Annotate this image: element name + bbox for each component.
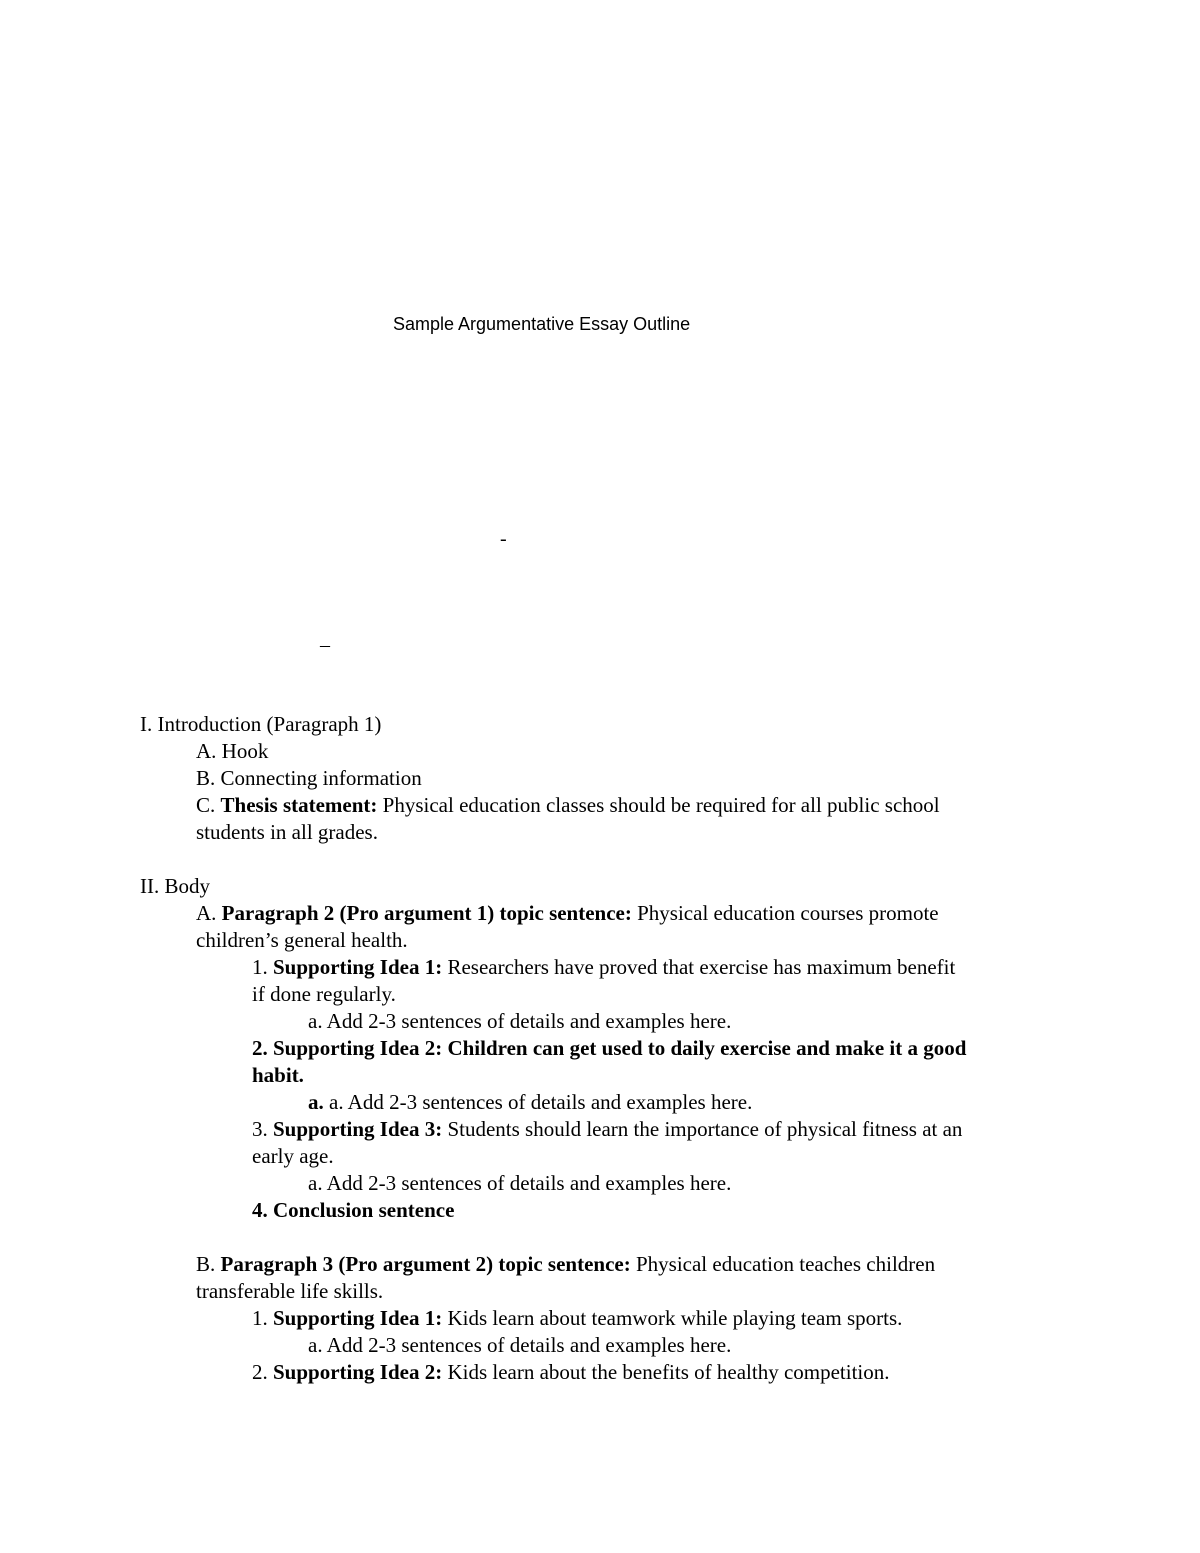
para3-idea2-prefix: 2. — [252, 1360, 273, 1384]
para2-idea2: 2. Supporting Idea 2: Children can get used to daily exercise and make it a good — [252, 1036, 967, 1060]
thesis-label: Thesis statement: — [220, 793, 378, 817]
para2-topic — [140, 900, 1070, 927]
para2-idea2-continued: habit. — [252, 1063, 304, 1087]
para3-idea2-label: Supporting Idea 2: — [273, 1360, 443, 1384]
para2-idea3-detail: a. Add 2-3 sentences of details and examples here. — [308, 1171, 732, 1195]
para2-idea1-label: Supporting Idea 1: — [273, 955, 443, 979]
para3-text: Physical education teaches children — [630, 1252, 936, 1276]
para2-text: Physical education courses promote — [631, 901, 939, 925]
essay-outline — [140, 711, 1070, 1386]
para2-conclusion: 4. Conclusion sentence — [252, 1198, 455, 1222]
para3-label: Paragraph 3 (Pro argument 2) topic sentence: — [220, 1252, 631, 1276]
para2-idea1-detail: a. Add 2-3 sentences of details and examples here. — [308, 1009, 732, 1033]
para2-idea2-detail-text: a. Add 2-3 sentences of details and examples here. — [323, 1090, 753, 1114]
para3-idea1 — [140, 1305, 1070, 1332]
para2-idea1-prefix: 1. — [252, 955, 273, 979]
para2-idea3-text: Students should learn the importance of physical fitness at an — [442, 1117, 963, 1141]
para2-idea2-detail — [140, 1089, 1070, 1116]
para2-idea3 — [140, 1116, 1070, 1143]
thesis-prefix: C. — [196, 793, 221, 817]
para2-prefix: A. — [196, 901, 222, 925]
intro-thesis — [140, 792, 1070, 819]
para3-topic-continued: transferable life skills. — [196, 1279, 384, 1303]
para2-idea1 — [140, 954, 1070, 981]
para2-topic-continued: children’s general health. — [196, 928, 408, 952]
para2-idea3-continued: early age. — [252, 1144, 334, 1168]
spacer — [140, 1224, 1070, 1251]
intro-hook: A. Hook — [196, 739, 269, 763]
para3-topic — [140, 1251, 1070, 1278]
para2-idea2-detail-label: a. — [308, 1090, 324, 1114]
para2-idea3-label: Supporting Idea 3: — [273, 1117, 443, 1141]
para2-idea1-continued: if done regularly. — [252, 982, 396, 1006]
thesis-text: Physical education classes should be required for all public school — [377, 793, 940, 817]
spacer — [140, 846, 1070, 873]
intro-thesis-continued: students in all grades. — [196, 820, 378, 844]
para2-label: Paragraph 2 (Pro argument 1) topic sentence: — [221, 901, 632, 925]
intro-heading: I. Introduction (Paragraph 1) — [140, 712, 382, 736]
para3-idea1-detail: a. Add 2-3 sentences of details and examples here. — [308, 1333, 732, 1357]
para3-idea2-text: Kids learn about the benefits of healthy competition. — [442, 1360, 890, 1384]
para3-idea1-prefix: 1. — [252, 1306, 273, 1330]
para2-idea1-text: Researchers have proved that exercise has maximum benefit — [442, 955, 956, 979]
para3-idea1-label: Supporting Idea 1: — [273, 1306, 443, 1330]
body-heading: II. Body — [140, 874, 210, 898]
document-title: Sample Argumentative Essay Outline — [393, 314, 691, 334]
para3-idea1-text: Kids learn about teamwork while playing team sports. — [442, 1306, 903, 1330]
para2-idea3-prefix: 3. — [252, 1117, 273, 1141]
stray-hyphen-mark: - — [500, 528, 507, 550]
intro-connecting-info: B. Connecting information — [196, 766, 422, 790]
para3-prefix: B. — [196, 1252, 221, 1276]
stray-dash-mark: – — [320, 634, 330, 656]
para3-idea2 — [140, 1359, 1070, 1386]
